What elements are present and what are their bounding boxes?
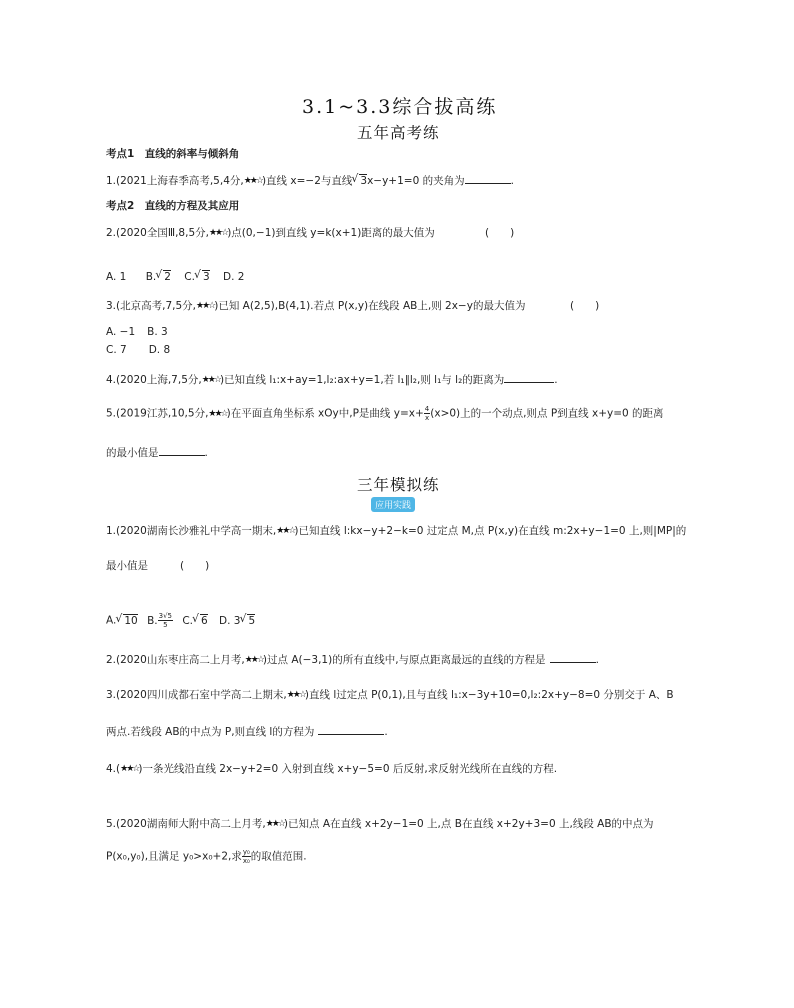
question-1: 1.(2021上海春季高考,5,4分,★★☆)直线 x=−2与直线√ 3x−y+1=0 的夹角为 . (106, 172, 514, 188)
question-stem: )一条光线沿直线 2x−y+2=0 入射到直线 x+y−5=0 后反射,求反射光线所在直线的方程. (138, 763, 558, 775)
question-5 (106, 405, 664, 422)
section-title-three-year: 三年模拟练 (357, 476, 440, 494)
answer-blank (504, 371, 554, 383)
kaodian-1-heading: 考点1 直线的斜率与倾斜角 (106, 148, 240, 160)
question-source: (2020湖南师大附中高二上月考, (116, 818, 266, 830)
answer-blank (550, 651, 596, 663)
mock-question-3-line2: 两点.若线段 AB的中点为 P,则直线 l的方程为 . (106, 723, 388, 739)
question-number: 4. (106, 763, 117, 775)
question-stem-cont: x−y+1=0 的夹角为 (367, 175, 465, 187)
option-b: B. (145, 271, 157, 283)
question-number: 3. (106, 300, 117, 312)
mock-question-1 (106, 523, 686, 538)
difficulty-star-icon: ★★☆ (276, 526, 295, 536)
option-b-sqrt: √ 2 (163, 270, 171, 283)
question-number: 2. (106, 654, 117, 666)
option-c: C. (184, 271, 195, 283)
mock-question-1-line2: 最小值是 ( ) (106, 560, 210, 572)
question-source: (2020山东枣庄高二上月考, (116, 654, 245, 666)
option-c: C. 7 (106, 344, 127, 356)
question-stem: )直线 x=−2与直线 (261, 175, 353, 187)
question-source: (2021上海春季高考,5,4分, (116, 175, 244, 187)
sqrt-expression: √ 3 (359, 174, 367, 187)
option-b-fraction: $\frac{3√5}{5}$ (158, 612, 172, 629)
answer-paren: ( ) (180, 560, 210, 572)
option-c-sqrt: √ 3 (202, 270, 210, 283)
answer-blank (318, 723, 384, 735)
question-stem: )已知 A(2,5),B(4,1).若点 P(x,y)在线段 AB上,则 2x−y的最大值为 (214, 300, 526, 312)
question-number: 4. (106, 374, 117, 386)
mock-question-3 (106, 687, 674, 702)
fraction-y0-over-x0: $\frac{\text{y₀}}{\text{x₀}}$ (242, 848, 250, 865)
answer-blank (159, 444, 205, 456)
option-d: D. 3 (219, 614, 241, 627)
option-a-sqrt: √ 10 (123, 614, 137, 627)
question-source: (2020四川成都石室中学高二上期末, (116, 689, 287, 701)
question-4: 4.(2020上海,7,5分,★★☆)已知直线 l₁:x+ay=1,l₂:ax+y=1,若 l₁∥l₂,则 l₁与 l₂的距离为 . (106, 371, 558, 387)
mock-question-5 (106, 816, 654, 831)
option-c: C. (182, 614, 193, 627)
question-3 (106, 298, 525, 313)
answer-paren: ( ) (485, 227, 515, 239)
question-stem: )已知点 A在直线 x+2y−1=0 上,点 B在直线 x+2y+3=0 上,线段 AB的中点为 (283, 818, 654, 830)
question-source: (2020上海,7,5分, (116, 374, 202, 386)
option-a: A. −1 (106, 326, 136, 338)
difficulty-star-icon: ★★☆ (265, 819, 284, 829)
option-d-sqrt: √ 5 (247, 614, 255, 627)
page-title: 3.1~3.3综合拔高练 (302, 96, 498, 118)
difficulty-star-icon: ★★☆ (208, 408, 227, 419)
question-stem: )已知直线 l₁:x+ay=1,l₂:ax+y=1,若 l₁∥l₂,则 l₁与 l₂的距离为 (219, 374, 505, 386)
option-d: D. 8 (148, 344, 171, 356)
question-stem: )在平面直角坐标系 xOy中,P是曲线 y=x+ (226, 407, 424, 420)
question-stem: )过点 A(−3,1)的所有直线中,与原点距离最远的直线的方程是 (262, 654, 546, 666)
difficulty-star-icon: ★★☆ (120, 764, 139, 774)
question-3-options-row2 (106, 344, 170, 356)
difficulty-star-icon: ★★☆ (196, 301, 215, 311)
mock-question-1-options (106, 612, 255, 629)
question-source: ( (116, 763, 121, 775)
fraction-4-over-x: $\frac{4}{x}$ (424, 405, 430, 422)
question-source: (2020湖南长沙雅礼中学高一期末, (116, 525, 277, 537)
question-3-options-row1 (106, 326, 168, 338)
difficulty-star-icon: ★★☆ (201, 375, 220, 385)
question-stem: )点(0,−1)到直线 y=k(x+1)距离的最大值为 (227, 227, 435, 239)
difficulty-star-icon: ★★☆ (244, 655, 263, 665)
question-stem: )已知直线 l:kx−y+2−k=0 过定点 M,点 P(x,y)在直线 m:2x+y−1=0 上,则|MP|的 (294, 525, 687, 537)
mock-question-4 (106, 761, 557, 776)
difficulty-star-icon: ★★☆ (286, 690, 305, 700)
option-b: B. (147, 614, 158, 627)
question-source: (北京高考,7,5分, (116, 300, 197, 312)
kaodian-2-heading: 考点2 直线的方程及其应用 (106, 200, 240, 212)
answer-blank (465, 172, 511, 184)
option-b: B. 3 (147, 326, 168, 338)
question-stem-cont: (x>0)上的一个动点,则点 P到直线 x+y=0 的距离 (430, 407, 664, 420)
mock-question-2: 2.(2020山东枣庄高二上月考,★★☆)过点 A(−3,1)的所有直线中,与原点距离最远的直线的方程是 . (106, 651, 599, 667)
question-number: 1. (106, 175, 117, 187)
question-number: 5. (106, 818, 117, 830)
section-title-five-year: 五年高考练 (357, 124, 440, 142)
option-a: A. (106, 614, 117, 627)
answer-paren: ( ) (570, 300, 600, 312)
question-source: (2019江苏,10,5分, (116, 407, 209, 420)
question-5-line2: 的最小值是 . (106, 444, 208, 460)
difficulty-star-icon: ★★☆ (208, 228, 228, 238)
question-number: 3. (106, 689, 117, 701)
question-number: 1. (106, 525, 117, 537)
mock-question-5-line2: P(x₀,y₀),且满足 y₀>x₀+2,求 $\frac{\text{y₀}}{\text{x₀}}$ 的取值范围. (106, 848, 307, 865)
question-number: 2. (106, 227, 117, 239)
question-stem: )直线 l过定点 P(0,1),且与直线 l₁:x−3y+10=0,l₂:2x+y−8=0 分别交于 A、B (304, 689, 674, 701)
option-a: A. 1 (106, 271, 127, 283)
applied-practice-badge: 应用实践 (371, 497, 415, 512)
question-number: 5. (106, 407, 117, 420)
question-2-options (106, 270, 244, 283)
option-d: D. 2 (222, 271, 245, 283)
difficulty-star-icon: ★★☆ (243, 176, 262, 186)
question-2 (106, 225, 435, 240)
question-source: (2020全国Ⅲ,8,5分, (116, 227, 209, 239)
option-c-sqrt: √ 6 (200, 614, 208, 627)
